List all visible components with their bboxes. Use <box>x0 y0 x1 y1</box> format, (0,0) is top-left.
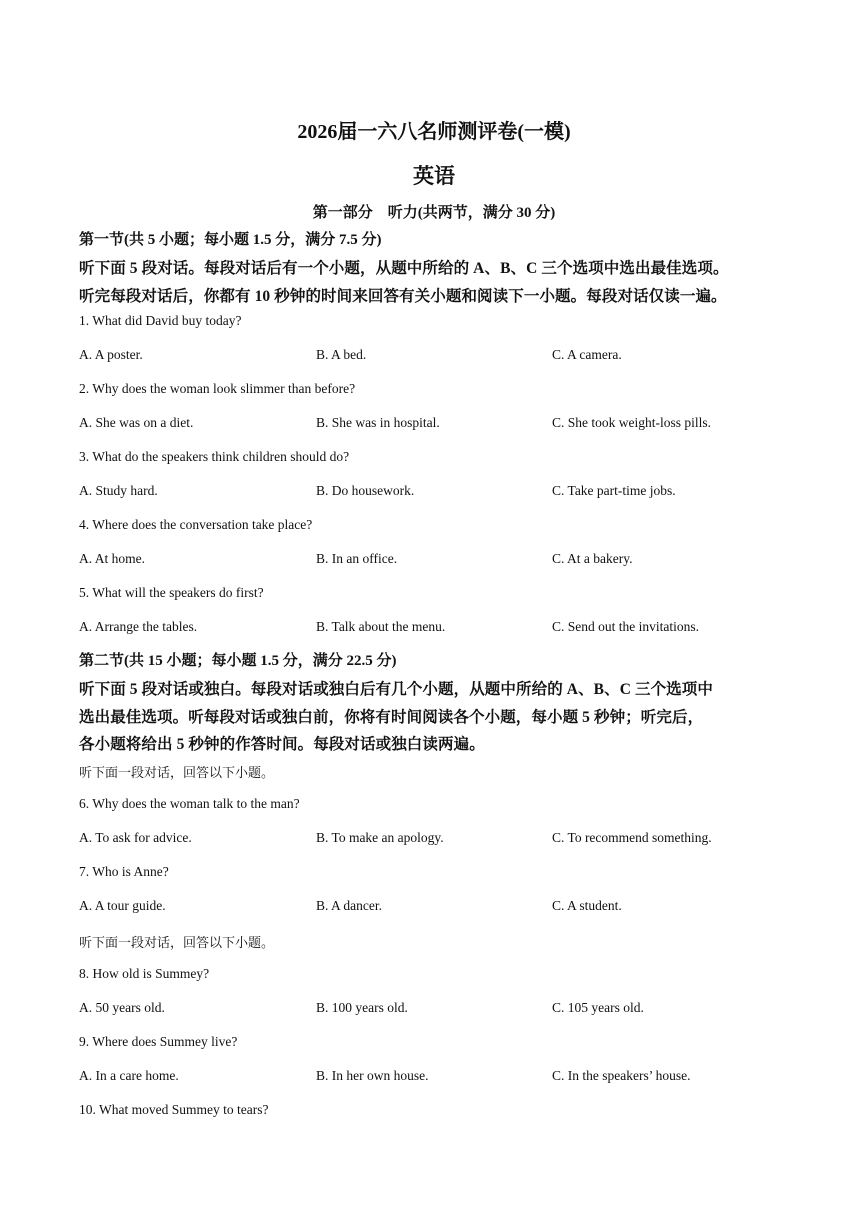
option-c: C. A student. <box>552 898 622 913</box>
option-c: C. In the speakers’ house. <box>552 1068 691 1083</box>
option-c: C. A camera. <box>552 347 622 362</box>
option-b: B. In an office. <box>316 551 398 566</box>
section2-instruction-line: 各小题将给出 5 秒钟的作答时间。每段对话或独白读两遍。 <box>79 736 485 753</box>
option-a: A. A tour guide. <box>79 898 166 913</box>
question-7: 7. Who is Anne? <box>79 864 169 879</box>
section2-heading: 第二节(共 15 小题；每小题 1.5 分，满分 22.5 分) <box>79 653 397 669</box>
option-c: C. At a bakery. <box>552 551 633 566</box>
option-b: B. She was in hospital. <box>316 415 440 430</box>
dialogue-note: 听下面一段对话，回答以下小题。 <box>79 935 275 950</box>
option-b: B. Do housework. <box>316 483 415 498</box>
option-a: A. A poster. <box>79 347 143 362</box>
option-a: A. To ask for advice. <box>79 830 192 845</box>
question-8: 8. How old is Summey? <box>79 966 210 981</box>
option-c: C. She took weight-loss pills. <box>552 415 712 430</box>
question-4: 4. Where does the conversation take place? <box>79 517 313 532</box>
question-6: 6. Why does the woman talk to the man? <box>79 796 300 811</box>
option-c: C. To recommend something. <box>552 830 712 845</box>
option-b: B. Talk about the menu. <box>316 619 446 634</box>
option-c: C. Send out the invitations. <box>552 619 699 634</box>
option-c: C. 105 years old. <box>552 1000 644 1015</box>
option-a: A. In a care home. <box>79 1068 179 1083</box>
option-c: C. Take part-time jobs. <box>552 483 676 498</box>
question-5: 5. What will the speakers do first? <box>79 585 264 600</box>
question-9: 9. Where does Summey live? <box>79 1034 238 1049</box>
option-a: A. At home. <box>79 551 145 566</box>
part-heading: 第一部分 听力(共两节，满分 30 分) <box>312 205 556 221</box>
exam-title: 2026届一六八名师测评卷(一模) <box>297 121 571 143</box>
option-b: B. To make an apology. <box>316 830 444 845</box>
subject-title: 英语 <box>413 164 455 188</box>
option-a: A. Arrange the tables. <box>79 619 198 634</box>
section2-instruction-line: 听下面 5 段对话或独白。每段对话或独白后有几个小题，从题中所给的 A、B、C 三个选项中 <box>79 681 713 698</box>
dialogue-note: 听下面一段对话，回答以下小题。 <box>79 765 275 780</box>
question-2: 2. Why does the woman look slimmer than before? <box>79 381 356 396</box>
section1-instruction-line: 听完每段对话后，你都有 10 秒钟的时间来回答有关小题和阅读下一小题。每段对话仅读一遍。 <box>79 288 727 305</box>
section1-instruction-line: 听下面 5 段对话。每段对话后有一个小题，从题中所给的 A、B、C 三个选项中选出最佳选项。 <box>79 260 729 277</box>
question-10: 10. What moved Summey to tears? <box>79 1102 269 1117</box>
option-b: B. 100 years old. <box>316 1000 408 1015</box>
option-b: B. A dancer. <box>316 898 382 913</box>
option-b: B. A bed. <box>316 347 367 362</box>
option-a: A. Study hard. <box>79 483 158 498</box>
option-a: A. She was on a diet. <box>79 415 194 430</box>
question-3: 3. What do the speakers think children should do? <box>79 449 350 464</box>
question-1: 1. What did David buy today? <box>79 313 242 328</box>
option-a: A. 50 years old. <box>79 1000 165 1015</box>
section2-instruction-line: 选出最佳选项。听每段对话或独白前，你将有时间阅读各个小题，每小题 5 秒钟；听完后， <box>79 709 704 726</box>
section1-heading: 第一节(共 5 小题；每小题 1.5 分，满分 7.5 分) <box>79 232 382 248</box>
option-b: B. In her own house. <box>316 1068 429 1083</box>
